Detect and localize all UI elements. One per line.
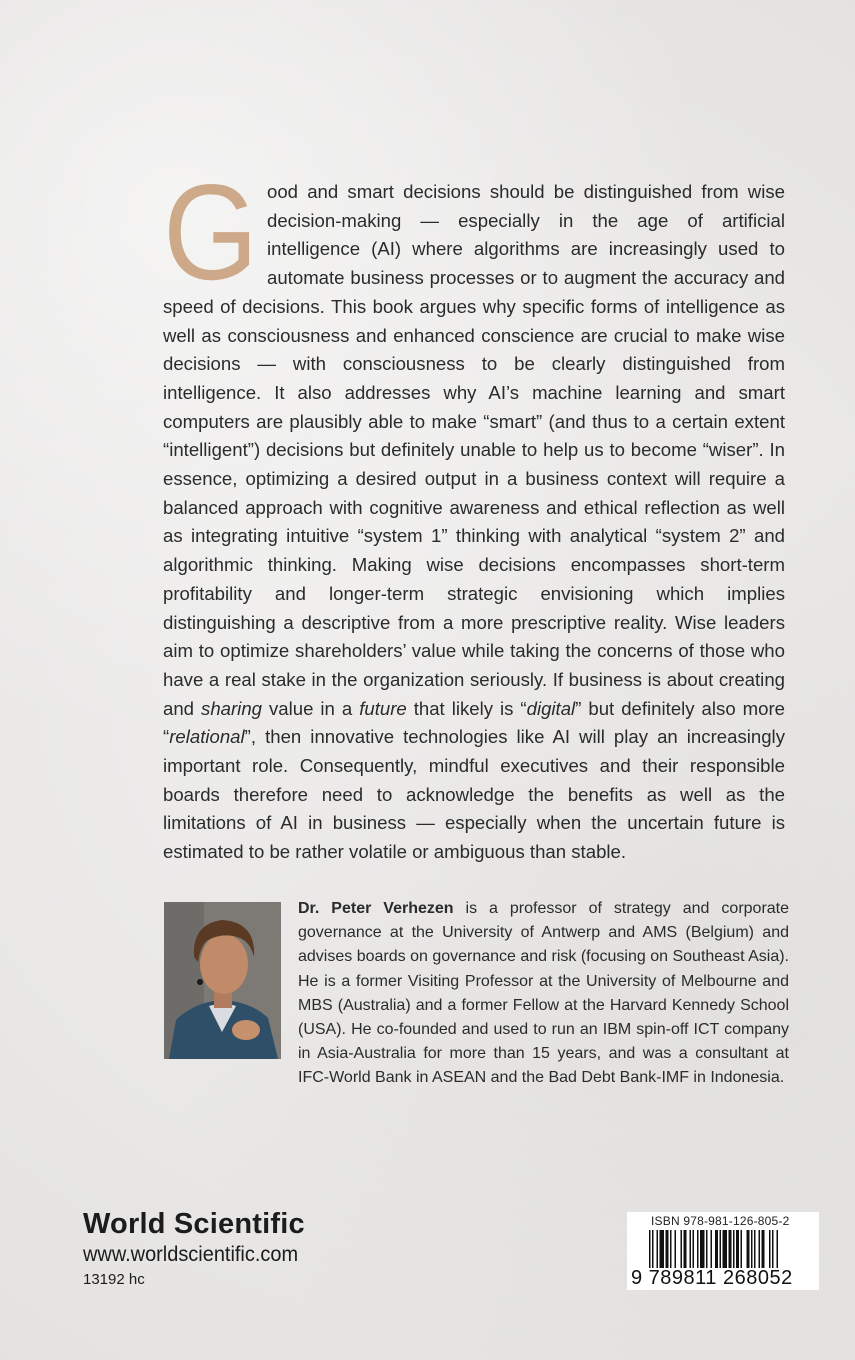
barcode-bar [754,1230,756,1268]
barcode-bar [675,1230,677,1268]
barcode-bar [733,1230,735,1268]
barcode-bar [772,1230,774,1268]
product-code: 13192 hc [83,1271,145,1288]
blurb-emphasis-sharing: sharing [201,697,262,719]
blurb-emphasis-future: future [359,697,407,719]
barcode-bar [711,1230,713,1268]
blurb-emphasis-digital: digital [526,697,576,719]
author-photo [164,902,281,1059]
barcode-bar [649,1230,651,1268]
barcode-bar [769,1230,771,1268]
barcode-bar [729,1230,732,1268]
barcode-bar [657,1230,659,1268]
barcode-bar [652,1230,654,1268]
barcode-bar [670,1230,672,1268]
publisher-url: www.worldscientific.com [83,1243,299,1266]
barcode-bar [736,1230,739,1268]
author-bio [298,897,789,1091]
isbn-barcode [627,1212,819,1290]
barcode-bar [715,1230,718,1268]
barcode-bar [693,1230,695,1268]
blurb-text-mid2: that likely is “ [406,697,527,719]
drop-cap-letter: G [163,156,257,308]
barcode-bar [723,1230,728,1268]
barcode-bar [697,1230,699,1268]
barcode-digits: 9 789811 268052 [631,1267,793,1289]
back-cover-blurb [163,156,786,867]
barcode-bar [706,1230,708,1268]
author-name: Dr. Peter Verhezen [298,900,454,917]
barcode-bar [747,1230,750,1268]
barcode-bar [666,1230,669,1268]
barcode-bar [684,1230,687,1268]
isbn-label: ISBN 978-981-126-805-2 [651,1214,790,1228]
publisher-name: World Scientific [83,1208,305,1240]
barcode-bar [777,1230,779,1268]
barcode-bar [681,1230,683,1268]
barcode-bar [759,1230,761,1268]
barcode-bar [741,1230,743,1268]
author-photo-illustration [164,902,281,1059]
blurb-text-mid3: ” but definitely also more “ [163,697,786,748]
barcode-bar [762,1230,765,1268]
barcode-bar [720,1230,722,1268]
blurb-text-mid1: value in a [262,697,360,719]
barcode-bar [700,1230,705,1268]
blurb-text-intro: ood and smart decisions should be distinguished from wise decision-making — especially in the age of artificial intelligence (AI) where algorithms are increasingly used to automate business processes or to augment the accuracy and speed of decisions. This book argues why specific forms of intelligence as well as consciousness and enhanced conscience are crucial to make wise decisions — with consciousness to be clearly distinguished from intelligence. It also addresses why AI’s machine learning and smart computers are plausibly able to make “smart” (and thus to a certain extent “intelligent”) decisions but definitely unable to help us to become “wiser”. In essence, optimizing a desired output in a business context will require a balanced approach with cognitive awareness and ethical reflection as well as integrating intuitive “system 1” thinking with analytical “system 2” and algorithmic thinking. Making wise decisions encompasses short-term profitability and longer-term strategic envisioning which implies distinguishing a descriptive from a more prescriptive reality. Wise leaders aim to optimize shareholders’ value while taking the concerns of those who have a real stake in the organization seriously. If business is about creating and [163,181,785,719]
author-bio-text: is a professor of strategy and corporate governance at the University of Antwerp and AMS (Belgium) and advises boards on governance and risk (focusing on Southeast Asia). He is a former Visiting Professor at the University of Melbourne and MBS (Australia) and a former Fellow at the Harvard Kennedy School (USA). He co-founded and used to run an IBM spin-off ICT company in Asia-Australia for more than 15 years, and was a consultant at IFC-World Bank in ASEAN and the Bad Debt Bank-IMF in Indonesia. [298,900,790,1087]
blurb-text-outro: ”, then innovative technologies like AI will play an increasingly important role. Consequently, mindful executives and their responsible boards therefore need to acknowledge the benefits as well as the limitations of AI in business — especially when the uncertain future is estimated to be rather volatile or ambiguous than stable. [163,726,785,863]
publisher-block [83,1208,309,1288]
barcode-bar [660,1230,665,1268]
barcode-bar [751,1230,753,1268]
barcode-bar [690,1230,692,1268]
blurb-emphasis-relational: relational [169,726,245,748]
